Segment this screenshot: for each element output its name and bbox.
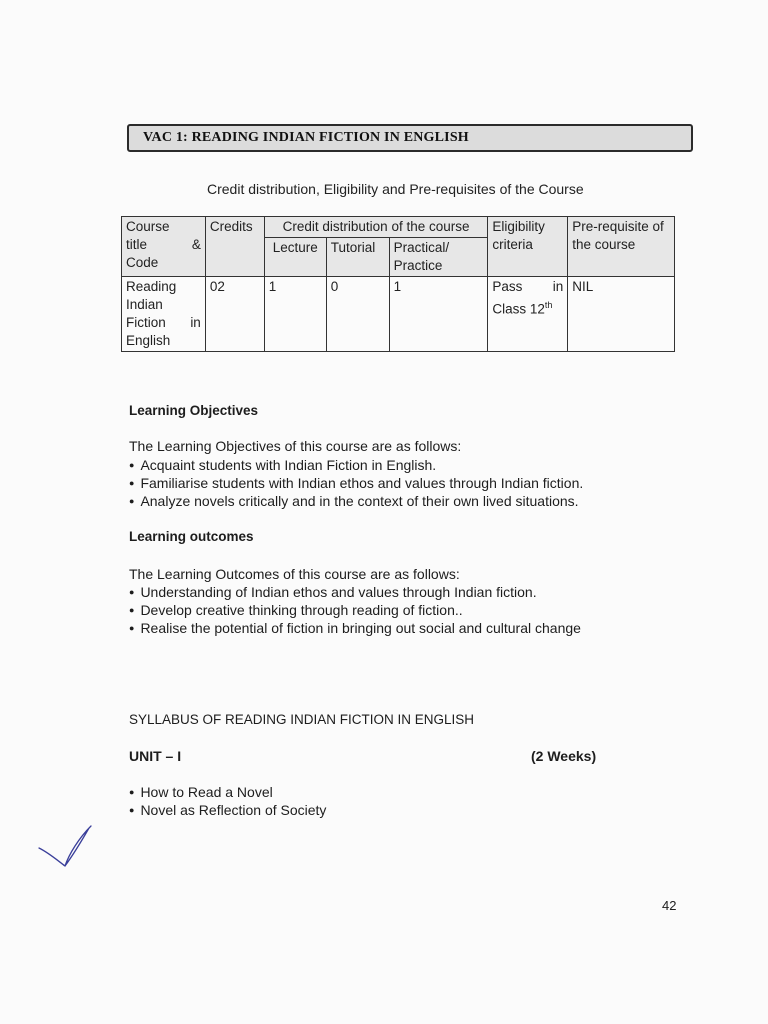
header-course-title-code: Course title & Code — [122, 217, 206, 277]
unit-label: UNIT – I — [129, 748, 182, 764]
header-credits: Credits — [205, 217, 264, 277]
table-caption: Credit distribution, Eligibility and Pre-requisites of the Course — [207, 181, 584, 197]
syllabus-title: SYLLABUS OF READING INDIAN FICTION IN ENGLISH — [129, 712, 475, 727]
outcomes-intro: The Learning Outcomes of this course are as follows: — [129, 566, 460, 582]
section-title-box — [127, 124, 693, 152]
header-eligibility: Eligibility criteria — [488, 217, 568, 277]
page-number: 42 — [662, 898, 677, 913]
cell-tutorial: 0 — [326, 277, 389, 352]
table-row — [122, 277, 675, 352]
cell-credits: 02 — [205, 277, 264, 352]
list-item: ● Novel as Reflection of Society — [129, 801, 326, 821]
cell-eligibility: Pass in Class 12th — [488, 277, 568, 352]
header-lecture: Lecture — [264, 238, 326, 277]
list-item: ● Understanding of Indian ethos and values through Indian fiction. — [129, 583, 537, 603]
outcomes-heading: Learning outcomes — [129, 529, 254, 544]
cell-prerequisite: NIL — [568, 277, 675, 352]
list-item: ● How to Read a Novel — [129, 783, 273, 803]
header-tutorial: Tutorial — [326, 238, 389, 277]
credit-distribution-table — [121, 216, 675, 352]
header-credit-distribution: Credit distribution of the course — [264, 217, 488, 238]
list-item: ● Acquaint students with Indian Fiction in English. — [129, 456, 436, 476]
objectives-intro: The Learning Objectives of this course are as follows: — [129, 438, 462, 454]
objectives-heading: Learning Objectives — [129, 403, 259, 418]
header-practical: Practical/ Practice — [389, 238, 488, 277]
handwritten-checkmark-icon — [35, 820, 105, 875]
cell-course-name: Reading Indian Fiction in English — [122, 277, 206, 352]
list-item: ● Realise the potential of fiction in bringing out social and cultural change — [129, 619, 581, 639]
list-item: ● Develop creative thinking through reading of fiction.. — [129, 601, 463, 621]
unit-duration: (2 Weeks) — [531, 748, 597, 764]
list-item: ● Familiarise students with Indian ethos and values through Indian fiction. — [129, 474, 583, 494]
section-title: VAC 1: READING INDIAN FICTION IN ENGLISH — [143, 130, 469, 145]
header-prerequisite: Pre-requisite of the course — [568, 217, 675, 277]
cell-lecture: 1 — [264, 277, 326, 352]
list-item: ● Analyze novels critically and in the context of their own lived situations. — [129, 492, 579, 512]
cell-practical: 1 — [389, 277, 488, 352]
table-header-row — [122, 217, 675, 238]
